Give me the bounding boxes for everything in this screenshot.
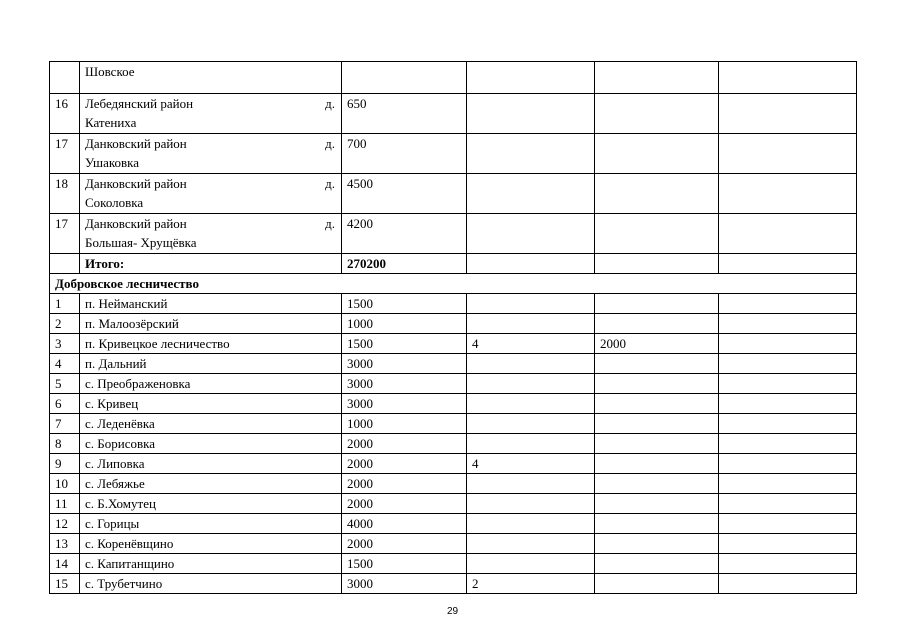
value-cell: 650 [342, 94, 467, 134]
table-row [50, 414, 857, 434]
table-row [50, 94, 857, 134]
num-cell: 1 [50, 294, 80, 314]
table-row [50, 214, 857, 254]
name-line-2: Ушаковка [85, 155, 140, 170]
data-table [49, 61, 857, 594]
table-row [50, 134, 857, 174]
num-cell: 18 [50, 174, 80, 214]
value-cell: 1500 [342, 554, 467, 574]
table-row [50, 374, 857, 394]
name-line-1 [85, 214, 341, 233]
num-cell: 7 [50, 414, 80, 434]
col4-cell [467, 314, 595, 334]
col5-cell [595, 434, 719, 454]
col4-cell [467, 414, 595, 434]
value-cell: 2000 [342, 474, 467, 494]
table-row [50, 314, 857, 334]
name-line-1 [85, 174, 341, 193]
total-row [50, 254, 857, 274]
col5-cell [595, 394, 719, 414]
col6-cell [719, 62, 857, 94]
col4-cell [467, 254, 595, 274]
col5-cell [595, 214, 719, 254]
value-cell: 3000 [342, 354, 467, 374]
name-cell: Шовское [80, 62, 342, 94]
district-name: Лебедянский район [85, 96, 194, 111]
num-cell: 5 [50, 374, 80, 394]
name-cell: п. Дальний [80, 354, 342, 374]
value-cell: 2000 [342, 534, 467, 554]
value-cell: 1000 [342, 314, 467, 334]
col5-cell [595, 554, 719, 574]
col6-cell [719, 214, 857, 254]
value-cell: 1500 [342, 334, 467, 354]
name-cell: с. Коренёвщино [80, 534, 342, 554]
col4-cell [467, 134, 595, 174]
col5-cell [595, 474, 719, 494]
col5-cell [595, 314, 719, 334]
num-cell: 17 [50, 214, 80, 254]
col4-cell [467, 534, 595, 554]
col6-cell [719, 414, 857, 434]
name-cell: п. Малоозёрский [80, 314, 342, 334]
col6-cell [719, 394, 857, 414]
num-cell: 10 [50, 474, 80, 494]
col6-cell [719, 454, 857, 474]
table-row [50, 454, 857, 474]
name-line-2: Большая- Хрущёвка [85, 235, 197, 250]
col6-cell [719, 254, 857, 274]
col4-cell [467, 374, 595, 394]
name-line-1 [85, 134, 341, 153]
col6-cell [719, 374, 857, 394]
num-cell: 4 [50, 354, 80, 374]
settlement-prefix: д. [325, 216, 335, 231]
col4-cell: 4 [467, 334, 595, 354]
col6-cell [719, 134, 857, 174]
settlement-prefix: д. [325, 176, 335, 191]
num-cell: 17 [50, 134, 80, 174]
num-cell [50, 62, 80, 94]
col4-cell [467, 62, 595, 94]
col6-cell [719, 294, 857, 314]
name-cell: с. Лебяжье [80, 474, 342, 494]
num-cell: 2 [50, 314, 80, 334]
num-cell: 16 [50, 94, 80, 134]
col4-cell [467, 94, 595, 134]
total-label: Итого: [80, 254, 342, 274]
col4-cell [467, 354, 595, 374]
col5-cell [595, 174, 719, 214]
num-cell: 14 [50, 554, 80, 574]
table-row [50, 574, 857, 594]
name-cell: с. Липовка [80, 454, 342, 474]
col4-cell [467, 434, 595, 454]
table-row [50, 474, 857, 494]
col6-cell [719, 354, 857, 374]
col4-cell [467, 174, 595, 214]
name-line-1 [85, 94, 341, 113]
col5-cell [595, 514, 719, 534]
col6-cell [719, 334, 857, 354]
value-cell: 4500 [342, 174, 467, 214]
col5-cell [595, 534, 719, 554]
num-cell: 6 [50, 394, 80, 414]
num-cell: 11 [50, 494, 80, 514]
col4-cell [467, 394, 595, 414]
name-cell: с. Капитанщино [80, 554, 342, 574]
col4-cell [467, 294, 595, 314]
num-cell: 8 [50, 434, 80, 454]
col6-cell [719, 174, 857, 214]
table-row [50, 554, 857, 574]
name-cell: с. Кривец [80, 394, 342, 414]
name-cell: с. Леденёвка [80, 414, 342, 434]
col5-cell [595, 94, 719, 134]
name-cell: с. Трубетчино [80, 574, 342, 594]
num-cell: 15 [50, 574, 80, 594]
name-cell: с. Борисовка [80, 434, 342, 454]
table-row [50, 394, 857, 414]
col4-cell [467, 554, 595, 574]
table-row [50, 434, 857, 454]
table-row [50, 494, 857, 514]
num-cell: 9 [50, 454, 80, 474]
value-cell [342, 62, 467, 94]
col5-cell [595, 454, 719, 474]
value-cell: 3000 [342, 394, 467, 414]
table-row [50, 334, 857, 354]
table-body [50, 62, 857, 594]
name-cell [80, 214, 342, 254]
value-cell: 2000 [342, 494, 467, 514]
num-cell [50, 254, 80, 274]
num-cell: 12 [50, 514, 80, 534]
col5-cell [595, 574, 719, 594]
value-cell: 4200 [342, 214, 467, 254]
value-cell: 2000 [342, 454, 467, 474]
name-line-2: Катениха [85, 115, 137, 130]
col6-cell [719, 474, 857, 494]
col5-cell [595, 254, 719, 274]
col5-cell [595, 414, 719, 434]
col4-cell [467, 214, 595, 254]
col5-cell [595, 494, 719, 514]
name-cell: с. Б.Хомутец [80, 494, 342, 514]
name-cell: с. Преображеновка [80, 374, 342, 394]
col5-cell: 2000 [595, 334, 719, 354]
name-cell [80, 134, 342, 174]
table-row [50, 354, 857, 374]
value-cell: 3000 [342, 574, 467, 594]
name-line-2: Соколовка [85, 195, 144, 210]
table-row [50, 294, 857, 314]
num-cell: 3 [50, 334, 80, 354]
num-cell: 13 [50, 534, 80, 554]
col5-cell [595, 134, 719, 174]
col6-cell [719, 574, 857, 594]
name-cell [80, 174, 342, 214]
value-cell: 1000 [342, 414, 467, 434]
value-cell: 1500 [342, 294, 467, 314]
col6-cell [719, 434, 857, 454]
section-row [50, 274, 857, 294]
col6-cell [719, 494, 857, 514]
continuation-row [50, 62, 857, 94]
name-cell [80, 94, 342, 134]
value-cell: 3000 [342, 374, 467, 394]
district-name: Данковский район [85, 136, 187, 151]
col6-cell [719, 554, 857, 574]
col6-cell [719, 314, 857, 334]
value-cell: 700 [342, 134, 467, 174]
settlement-prefix: д. [325, 136, 335, 151]
col5-cell [595, 62, 719, 94]
value-cell: 4000 [342, 514, 467, 534]
table-row [50, 514, 857, 534]
table-row [50, 534, 857, 554]
col6-cell [719, 514, 857, 534]
district-name: Данковский район [85, 216, 187, 231]
page-number: 29 [446, 606, 459, 617]
col4-cell: 4 [467, 454, 595, 474]
total-value: 270200 [342, 254, 467, 274]
col6-cell [719, 94, 857, 134]
col5-cell [595, 374, 719, 394]
table-row [50, 174, 857, 214]
col5-cell [595, 294, 719, 314]
col4-cell [467, 494, 595, 514]
section-title: Добровское лесничество [50, 274, 857, 294]
district-name: Данковский район [85, 176, 187, 191]
settlement-prefix: д. [325, 96, 335, 111]
col4-cell: 2 [467, 574, 595, 594]
name-cell: с. Горицы [80, 514, 342, 534]
name-cell: п. Кривецкое лесничество [80, 334, 342, 354]
col5-cell [595, 354, 719, 374]
col4-cell [467, 514, 595, 534]
value-cell: 2000 [342, 434, 467, 454]
name-cell: п. Нейманский [80, 294, 342, 314]
col6-cell [719, 534, 857, 554]
col4-cell [467, 474, 595, 494]
